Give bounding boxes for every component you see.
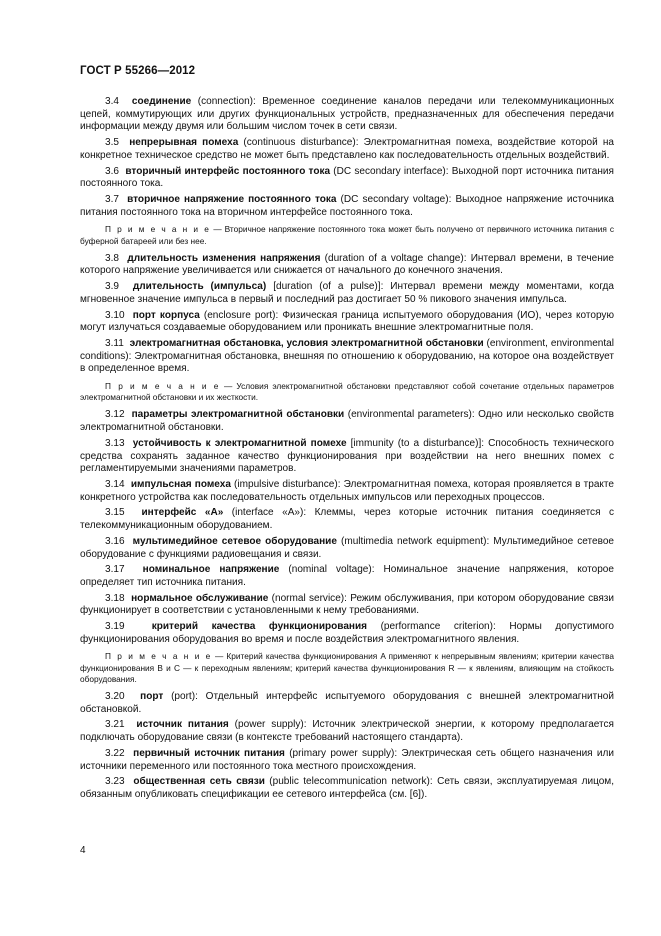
term-number: 3.20 [105, 691, 125, 703]
term-definition: (continuous disturbance): Электромагнитная помеха, воздействие которой на конкретное техническое средство не может быть представлено как последовательность отдельных воздействий. [80, 137, 614, 161]
term-3-4 [80, 96, 614, 134]
term-name: электромагнитная обстановка, условия электромагнитной обстановки [129, 337, 484, 349]
term-3-23 [80, 776, 614, 801]
term-definition: (interface «А»): Клеммы, через которые источник питания соединяется с телекоммуникационным оборудованием. [80, 507, 615, 532]
term-name: мультимедийное сетевое оборудование [132, 535, 337, 547]
term-number: 3.8 [105, 252, 119, 264]
term-number: 3.23 [105, 776, 125, 788]
term-definition: (multimedia network equipment): Мультимедийное сетевое оборудование с функциями радиовещания и связи. [80, 535, 614, 560]
term-name: порт корпуса [132, 309, 200, 321]
term-definition: (DC secondary interface): Выходной порт источника питания постоянного тока. [80, 165, 614, 190]
term-number: 3.16 [105, 535, 125, 547]
note-text: — Условия электромагнитной обстановки представляют собой сочетание отдельных параметров электромагнитной обстановки и их жесткости. [80, 381, 614, 403]
term-3-17 [80, 564, 614, 589]
term-3-11 [80, 338, 614, 376]
note-text: — Вторичное напряжение постоянного тока может быть получено от первичного источника питания с буферной батареей или без нее. [80, 224, 614, 246]
term-number: 3.18 [105, 592, 125, 604]
term-name: критерий качества функционирования [151, 621, 368, 633]
term-number: 3.11 [105, 337, 124, 349]
term-number: 3.6 [105, 165, 119, 177]
term-number: 3.15 [105, 507, 125, 519]
term-3-20 [80, 691, 614, 716]
term-definition: (primary power supply): Электрическая сеть общего назначения или источники переменного или постоянного тока местного происхождения. [80, 747, 614, 772]
term-number: 3.21 [105, 719, 125, 731]
term-3-22 [80, 748, 614, 773]
term-definition: (environment, environmental conditions): Электромагнитная обстановка, внешняя по отношению к оборудованию, на которое она воздействует в определенное время. [80, 337, 614, 375]
term-name: номинальное напряжение [142, 564, 280, 576]
term-3-18 [80, 593, 614, 618]
term-definition: (DC secondary voltage): Выходное напряжение источника питания постоянного тока на вторичном интерфейсе постоянного тока. [80, 193, 615, 218]
note-text: — Критерий качества функционирования A применяют к непрерывным явлениям; критерии качества функционирования B и C — к переходным явлениям; критерий качества функционирования R — к явлениям, влияющим на стойкость оборудования. [80, 651, 614, 684]
term-name: параметры электромагнитной обстановки [131, 409, 345, 421]
term-definition: (power supply): Источник электрической энергии, к которому предполагается подключать оборудование связи (в контексте требований настоящего стандарта). [80, 719, 614, 744]
term-name: первичный источник питания [133, 747, 285, 759]
note-3-11 [80, 381, 614, 403]
term-3-5 [80, 137, 614, 162]
term-3-21 [80, 719, 614, 744]
term-3-7 [80, 194, 614, 219]
term-name: интерфейс «А» [141, 507, 224, 519]
note-3-7 [80, 224, 614, 246]
term-number: 3.10 [105, 309, 125, 321]
term-number: 3.9 [105, 281, 119, 293]
term-number: 3.5 [105, 137, 119, 149]
term-3-6 [80, 166, 614, 191]
term-definition: [immunity (to a disturbance)]: Способность технического средства сохранять заданное качество функционирования при воздействии на него внешних помех с регламентируемыми значениями параметров. [80, 437, 615, 475]
term-name: длительность (импульса) [132, 281, 267, 293]
term-name: соединение [131, 96, 192, 107]
page-header: ГОСТ Р 55266—2012 [80, 65, 196, 77]
note-label: П р и м е ч а н и е [105, 381, 220, 392]
term-definition: [duration (of a pulse)]: Интервал времени между моментами, когда мгновенное значение импульса в первый и последний раз достигает 50 % пикового значения импульса. [80, 281, 615, 305]
term-number: 3.14 [105, 478, 125, 490]
term-name: непрерывная помеха [129, 137, 239, 149]
term-3-10 [80, 310, 614, 335]
term-definition: (performance criterion): Нормы допустимого функционирования оборудования во время и после воздействия электромагнитного явления. [80, 621, 614, 645]
terms-section [80, 96, 614, 805]
term-3-9 [80, 281, 614, 306]
term-3-19 [80, 621, 614, 646]
term-3-12 [80, 409, 614, 434]
term-name: общественная сеть связи [133, 776, 265, 788]
term-name: длительность изменения напряжения [127, 252, 321, 264]
term-number: 3.13 [105, 437, 125, 449]
term-number: 3.17 [105, 564, 125, 576]
term-definition: (environmental parameters): Одно или несколько свойств электромагнитной обстановки. [80, 409, 614, 434]
term-3-16 [80, 536, 614, 561]
term-number: 3.22 [105, 747, 125, 759]
term-definition: (public telecommunication network): Сеть связи, эксплуатируемая лицом, обязанным опубликовать спецификации ее сетевого интерфейса (см. [6]). [80, 776, 614, 800]
term-name: импульсная помеха [130, 478, 231, 490]
term-name: устойчивость к электромагнитной помехе [132, 437, 347, 449]
term-definition: (nominal voltage): Номинальное значение напряжения, которое определяет тип источника питания. [80, 564, 614, 588]
term-name: нормальное обслуживание [131, 592, 269, 604]
term-name: порт [140, 691, 164, 703]
term-3-13 [80, 438, 614, 476]
term-3-15 [80, 507, 614, 532]
term-number: 3.4 [105, 96, 119, 107]
term-definition: (normal service): Режим обслуживания, при котором оборудование связи функционирует в соответствии с установленными к нему требованиями. [80, 592, 614, 617]
term-definition: (connection): Временное соединение каналов передачи или телекоммуникационных цепей, коммутирующих или других функциональных устройств, предназначенных для обеспечения передачи информации между двумя или большим числом точек в сети связи. [80, 96, 614, 133]
term-definition: (duration of a voltage change): Интервал времени, в течение которого напряжение увеличивается или снижается от начального до конечного значения. [80, 252, 614, 277]
term-definition: (enclosure port): Физическая граница испытуемого оборудования (ИО), через которую могут излучаться создаваемые оборудованием или проникать внешние электромагнитные поля. [80, 309, 614, 334]
term-name: вторичный интерфейс постоянного тока [125, 165, 331, 177]
note-label: П р и м е ч а н и е [105, 224, 211, 235]
note-3-19 [80, 651, 614, 685]
term-3-8 [80, 253, 614, 278]
page-number: 4 [80, 845, 86, 856]
term-name: вторичное напряжение постоянного тока [127, 193, 337, 205]
term-3-14 [80, 479, 614, 504]
term-definition: (impulsive disturbance): Электромагнитная помеха, которая проявляется в тракте конкретного устройства как последовательность отдельных импульсов или переходных процессов. [80, 478, 614, 503]
term-number: 3.19 [105, 621, 125, 633]
term-definition: (port): Отдельный интерфейс испытуемого оборудования с внешней электромагнитной обстановкой. [80, 691, 614, 715]
term-number: 3.7 [105, 193, 119, 205]
term-name: источник питания [136, 719, 229, 731]
term-number: 3.12 [105, 409, 125, 421]
note-label: П р и м е ч а н и е [105, 651, 212, 662]
